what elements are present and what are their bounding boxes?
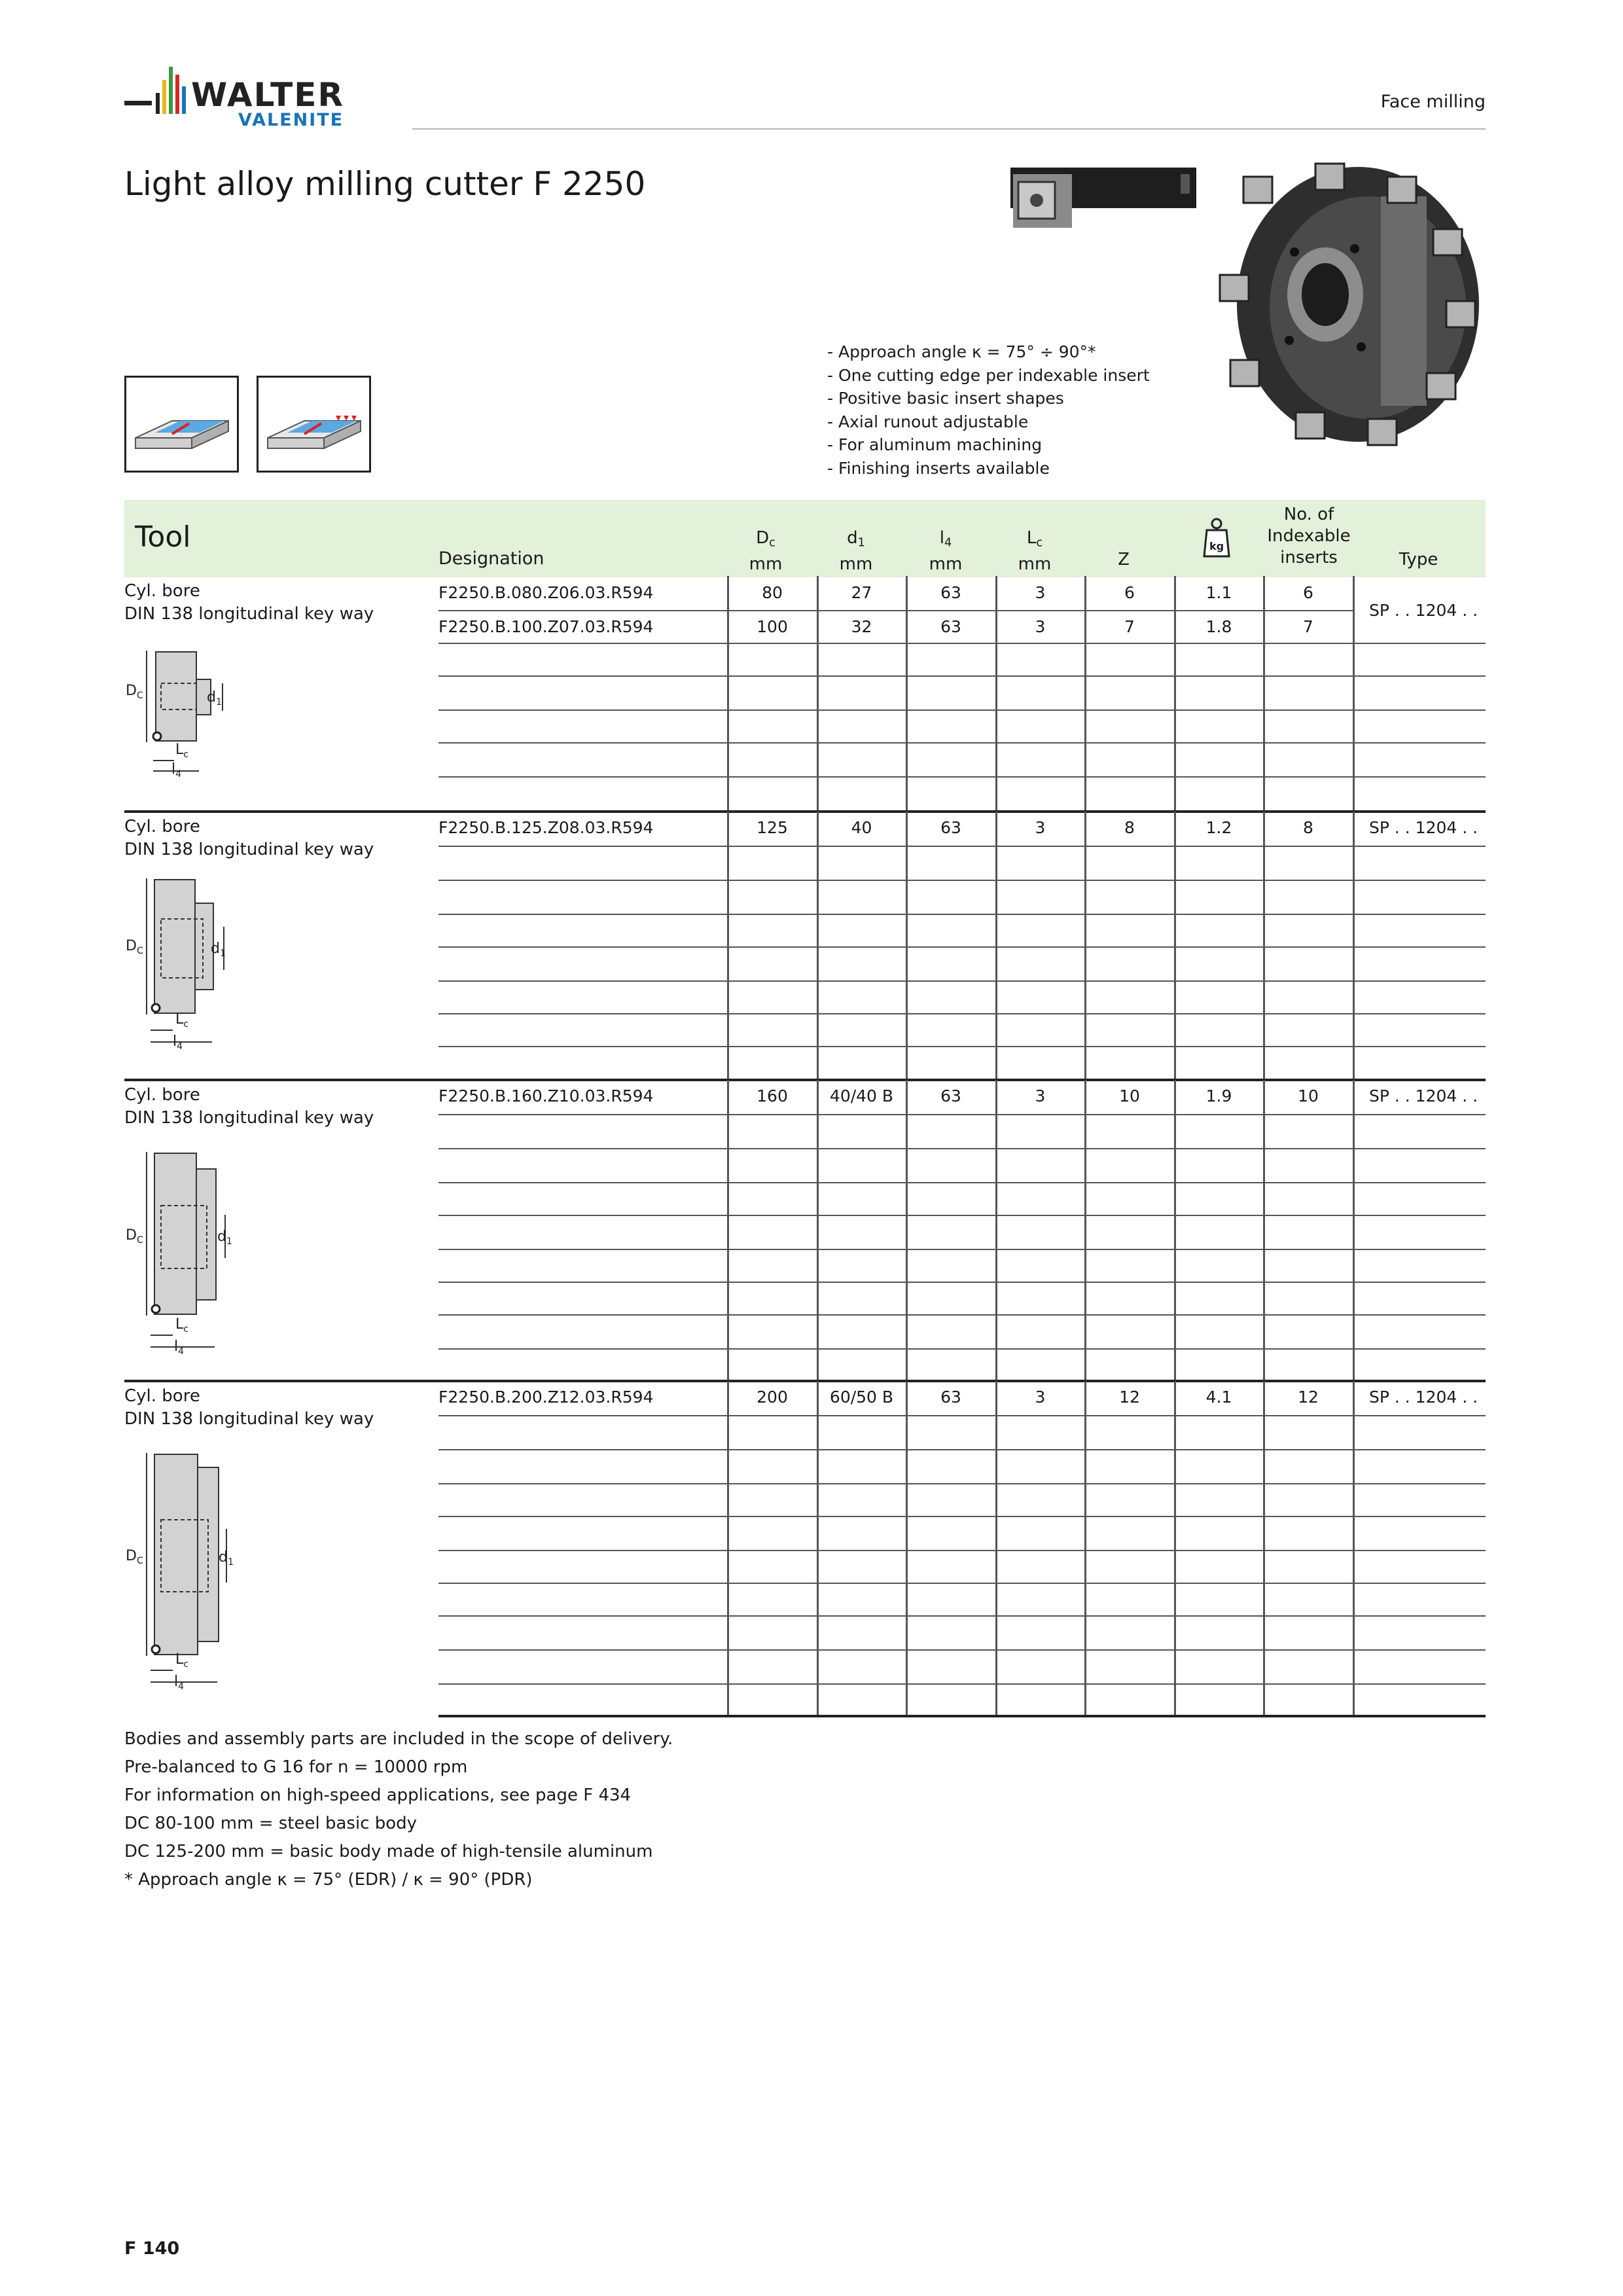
row-divider bbox=[438, 1583, 1486, 1584]
table-cell-type: SP . . 1204 . . bbox=[1369, 1086, 1478, 1105]
table-cell-dc: 160 bbox=[757, 1086, 788, 1105]
row-divider bbox=[438, 709, 1486, 711]
table-cell-z: 6 bbox=[1124, 583, 1135, 602]
table-cell-dc: 200 bbox=[757, 1388, 788, 1407]
column-divider bbox=[906, 1080, 908, 1381]
column-divider bbox=[817, 1080, 819, 1381]
row-divider bbox=[438, 776, 1486, 778]
designation-column-header: Designation bbox=[438, 548, 544, 569]
row-divider bbox=[438, 1516, 1486, 1517]
column-divider bbox=[817, 812, 819, 1080]
svg-text:d1: $d_1$ bbox=[211, 941, 226, 959]
row-divider bbox=[438, 1282, 1486, 1283]
row-divider bbox=[438, 1615, 1486, 1617]
note-line: * Approach angle κ = 75° (EDR) / κ = 90° (PDR) bbox=[124, 1870, 533, 1890]
feature-item: - Finishing inserts available bbox=[827, 458, 1050, 478]
table-row-designation: F2250.B.080.Z06.03.R594 bbox=[438, 583, 654, 602]
table-cell-inserts: 12 bbox=[1298, 1388, 1319, 1407]
table-cell-d1: 27 bbox=[851, 583, 872, 602]
group-divider bbox=[124, 1079, 1486, 1081]
column-divider bbox=[906, 812, 908, 1080]
tool-description: Cyl. bore DIN 138 longitudinal key way bbox=[124, 1085, 374, 1128]
row-divider bbox=[438, 1550, 1486, 1551]
logo-valenite-text: VALENITE bbox=[238, 110, 344, 130]
feature-item: - For aluminum machining bbox=[827, 435, 1043, 454]
column-divider bbox=[1353, 1080, 1355, 1381]
cutter-cross-section-diagram bbox=[124, 643, 242, 780]
row-divider bbox=[438, 1215, 1486, 1216]
milling-cutter-photo bbox=[1217, 157, 1486, 452]
tool-description: Cyl. bore DIN 138 longitudinal key way bbox=[124, 817, 374, 859]
column-divider bbox=[817, 1381, 819, 1716]
tool-column-header: Tool bbox=[135, 520, 191, 554]
row-divider bbox=[438, 742, 1486, 744]
row-divider bbox=[438, 1182, 1486, 1183]
svg-text:Lc: $L_c$ bbox=[175, 742, 188, 760]
svg-text:l4: $l_4$ bbox=[174, 1338, 185, 1357]
table-cell-weight: 1.2 bbox=[1205, 818, 1232, 837]
table-cell-type: SP . . 1204 . . bbox=[1369, 818, 1478, 837]
column-divider bbox=[727, 1080, 729, 1381]
column-divider bbox=[995, 812, 997, 1080]
table-cell-l4: 63 bbox=[940, 1086, 961, 1105]
weight-icon bbox=[1203, 517, 1230, 559]
table-row-designation: F2250.B.160.Z10.03.R594 bbox=[438, 1086, 654, 1105]
row-divider bbox=[438, 1046, 1486, 1047]
row-divider bbox=[438, 846, 1486, 847]
page-title: Light alloy milling cutter F 2250 bbox=[124, 165, 646, 203]
table-cell-type: SP . . 1204 . . bbox=[1369, 1388, 1478, 1407]
l4-column-header: $l_4$ mm bbox=[929, 528, 963, 575]
table-cell-lc: 3 bbox=[1035, 1388, 1046, 1407]
table-cell-dc: 100 bbox=[757, 617, 788, 636]
table-cell-lc: 3 bbox=[1035, 583, 1046, 602]
cutter-cross-section-diagram bbox=[124, 1448, 242, 1696]
column-divider bbox=[1084, 1381, 1086, 1716]
column-divider bbox=[1084, 812, 1086, 1080]
d1-column-header: $d_1$ mm bbox=[839, 528, 873, 575]
column-divider bbox=[995, 1381, 997, 1716]
feature-item: - Positive basic insert shapes bbox=[827, 389, 1064, 408]
svg-text:kg: kg bbox=[1209, 540, 1224, 552]
section-label: Face milling bbox=[1380, 92, 1486, 112]
row-divider bbox=[438, 880, 1486, 881]
type-column-header: Type bbox=[1399, 550, 1438, 569]
svg-text:Lc: $L_c$ bbox=[175, 1316, 188, 1335]
table-cell-d1: 40 bbox=[851, 818, 872, 837]
row-divider bbox=[438, 1683, 1486, 1685]
table-cell-d1: 60/50 B bbox=[829, 1388, 894, 1407]
column-divider bbox=[1353, 812, 1355, 1080]
table-cell-weight: 1.9 bbox=[1205, 1086, 1232, 1105]
feature-item: - One cutting edge per indexable insert bbox=[827, 365, 1150, 385]
svg-text:d1: $d_1$ bbox=[219, 1549, 234, 1568]
row-divider bbox=[438, 643, 1486, 644]
svg-text:l4: $l_4$ bbox=[173, 1033, 183, 1050]
column-divider bbox=[1174, 1381, 1176, 1716]
table-cell-z: 12 bbox=[1119, 1388, 1140, 1407]
table-cell-lc: 3 bbox=[1035, 818, 1046, 837]
note-line: Pre-balanced to G 16 for n = 10000 rpm bbox=[124, 1757, 468, 1777]
column-divider bbox=[727, 812, 729, 1080]
table-cell-l4: 63 bbox=[940, 617, 961, 636]
svg-text:d1: $d_1$ bbox=[217, 1229, 232, 1247]
row-divider bbox=[438, 946, 1486, 948]
note-line: DC 80-100 mm = steel basic body bbox=[124, 1814, 418, 1833]
svg-text:DC: $D_C$ bbox=[126, 1548, 143, 1566]
group-divider bbox=[124, 810, 1486, 813]
table-cell-weight: 1.8 bbox=[1205, 617, 1232, 636]
column-divider bbox=[727, 1381, 729, 1716]
row-divider bbox=[438, 1249, 1486, 1250]
logo-walter-text: WALTER bbox=[191, 76, 344, 114]
column-divider bbox=[1353, 1381, 1355, 1716]
row-divider bbox=[438, 1348, 1486, 1350]
row-divider bbox=[438, 1649, 1486, 1651]
table-cell-dc: 80 bbox=[762, 583, 783, 602]
row-divider bbox=[438, 1013, 1486, 1014]
svg-text:DC: $D_C$ bbox=[126, 1227, 143, 1246]
header-rule bbox=[412, 128, 1486, 130]
note-line: Bodies and assembly parts are included in the scope of delivery. bbox=[124, 1729, 673, 1749]
table-cell-inserts: 8 bbox=[1303, 818, 1313, 837]
row-divider bbox=[438, 1415, 1486, 1416]
column-divider bbox=[995, 1080, 997, 1381]
table-row-designation: F2250.B.200.Z12.03.R594 bbox=[438, 1388, 654, 1407]
table-cell-weight: 4.1 bbox=[1205, 1388, 1232, 1407]
column-divider bbox=[1263, 1381, 1265, 1716]
table-row-designation: F2250.B.125.Z08.03.R594 bbox=[438, 818, 654, 837]
table-cell-d1: 40/40 B bbox=[829, 1086, 894, 1105]
tool-description: Cyl. bore DIN 138 longitudinal key way bbox=[124, 581, 374, 624]
column-divider bbox=[906, 1381, 908, 1716]
table-cell-inserts: 10 bbox=[1298, 1086, 1319, 1105]
notes bbox=[124, 1725, 673, 1894]
row-divider bbox=[438, 1314, 1486, 1316]
svg-text:Lc: $L_c$ bbox=[175, 1011, 188, 1030]
feature-item: - Axial runout adjustable bbox=[827, 412, 1029, 431]
row-divider bbox=[438, 1449, 1486, 1450]
table-cell-dc: 125 bbox=[757, 818, 788, 837]
table-cell-weight: 1.1 bbox=[1205, 583, 1232, 602]
lc-column-header: $L_c$ mm bbox=[1018, 528, 1052, 575]
table-cell-inserts: 6 bbox=[1303, 583, 1313, 602]
table-cell-l4: 63 bbox=[940, 583, 961, 602]
row-divider bbox=[438, 1483, 1486, 1484]
insert-detail-photo bbox=[1004, 165, 1200, 230]
table-cell-d1: 32 bbox=[851, 617, 872, 636]
brand-logo bbox=[123, 63, 398, 135]
z-column-header: Z bbox=[1118, 550, 1130, 569]
table-cell-type: SP . . 1204 . . bbox=[1369, 601, 1478, 620]
row-divider bbox=[438, 610, 1353, 611]
row-divider bbox=[438, 1148, 1486, 1149]
note-line: DC 125-200 mm = basic body made of high-tensile aluminum bbox=[124, 1842, 653, 1861]
cutter-cross-section-diagram bbox=[124, 1147, 242, 1363]
table-cell-lc: 3 bbox=[1035, 1086, 1046, 1105]
table-cell-l4: 63 bbox=[940, 818, 961, 837]
table-cell-lc: 3 bbox=[1035, 617, 1046, 636]
column-divider bbox=[1263, 812, 1265, 1080]
row-divider bbox=[438, 914, 1486, 915]
table-cell-z: 8 bbox=[1124, 818, 1135, 837]
svg-text:DC: $D_C$ bbox=[126, 938, 143, 956]
table-cell-inserts: 7 bbox=[1303, 617, 1313, 636]
logo-mark-icon bbox=[123, 63, 398, 135]
tool-description: Cyl. bore DIN 138 longitudinal key way bbox=[124, 1386, 374, 1429]
column-divider bbox=[1263, 1080, 1265, 1381]
table-bottom-rule bbox=[438, 1715, 1486, 1717]
column-divider bbox=[1174, 812, 1176, 1080]
inserts-column-header: No. of Indexable inserts bbox=[1267, 505, 1351, 567]
table-cell-z: 10 bbox=[1119, 1086, 1140, 1105]
row-divider bbox=[438, 675, 1486, 677]
row-divider bbox=[438, 1114, 1486, 1115]
svg-text:Lc: $L_c$ bbox=[175, 1651, 188, 1670]
table-row-designation: F2250.B.100.Z07.03.R594 bbox=[438, 617, 654, 636]
face-milling-icon bbox=[124, 376, 239, 473]
column-divider bbox=[1084, 1080, 1086, 1381]
page-number: F 140 bbox=[124, 2238, 180, 2259]
note-line: For information on high-speed applications, see page F 434 bbox=[124, 1785, 632, 1805]
feature-list bbox=[827, 340, 1150, 480]
svg-text:l4: $l_4$ bbox=[171, 761, 182, 780]
finishing-milling-icon bbox=[257, 376, 371, 473]
group-divider bbox=[124, 1380, 1486, 1382]
feature-item: - Approach angle κ = 75° ÷ 90°* bbox=[827, 342, 1096, 361]
svg-text:d1: $d_1$ bbox=[207, 689, 222, 708]
table-cell-z: 7 bbox=[1124, 617, 1135, 636]
column-divider bbox=[1174, 1080, 1176, 1381]
svg-text:DC: $D_C$ bbox=[126, 683, 143, 701]
table-cell-l4: 63 bbox=[940, 1388, 961, 1407]
row-divider bbox=[438, 980, 1486, 982]
svg-text:l4: $l_4$ bbox=[174, 1674, 185, 1692]
cutter-cross-section-diagram bbox=[124, 873, 242, 1050]
dc-column-header: $D_c$ mm bbox=[749, 528, 783, 575]
